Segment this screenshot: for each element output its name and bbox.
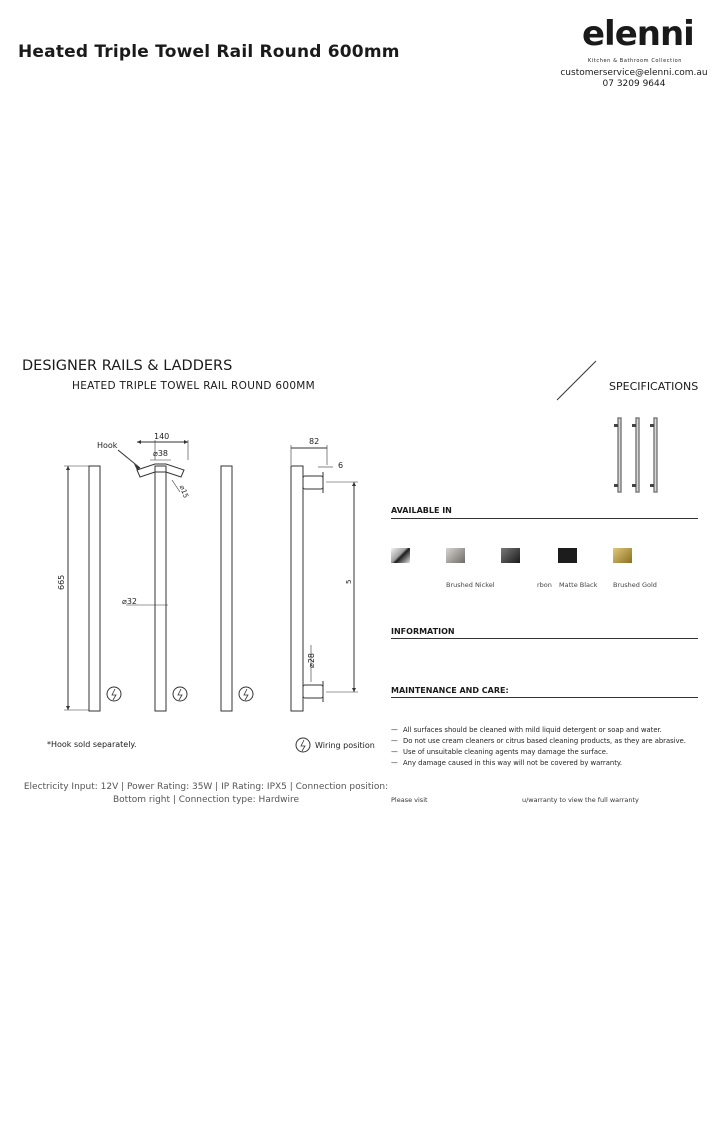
technical-drawing	[0, 420, 385, 760]
section-heading: DESIGNER RAILS & LADDERS	[22, 358, 233, 374]
rail-front-2	[155, 466, 166, 711]
available-heading: AVAILABLE IN	[391, 506, 452, 515]
contact-email[interactable]: customerservice@elenni.com.au	[560, 68, 708, 78]
dim-tube-label: ⌀32	[122, 597, 137, 606]
information-heading: INFORMATION	[391, 627, 455, 636]
dim-height-label: 665	[57, 574, 66, 590]
product-subheading: HEATED TRIPLE TOWEL RAIL ROUND 600MM	[72, 380, 316, 392]
finish-label-matte-black: Matte Black	[559, 581, 598, 589]
divider-maintenance	[391, 697, 698, 698]
wiring-label: Wiring position	[315, 741, 375, 750]
swatch-carbon[interactable]	[501, 548, 520, 563]
swatch-chrome[interactable]	[391, 548, 410, 563]
warranty-visit-suffix[interactable]: u/warranty to view the full warranty	[522, 796, 639, 804]
hook-leader	[118, 450, 140, 468]
logo-tagline: Kitchen & Bathroom Collection	[587, 58, 683, 64]
care-item-1: — All surfaces should be cleaned with mild liquid detergent or soap and water.	[391, 726, 662, 734]
care-item-2: — Do not use cream cleaners or citrus based cleaning products, as they are abrasive.	[391, 737, 686, 745]
electrical-specs: Electricity Input: 12V | Power Rating: 35W | IP Rating: IPX5 | Connection position: Bottom right | Connection type: Hardwire	[23, 782, 389, 805]
product-thumbnail	[610, 414, 664, 496]
finish-label-brushed-gold: Brushed Gold	[613, 581, 657, 589]
care-item-3: — Use of unsuitable cleaning agents may damage the surface.	[391, 748, 609, 756]
dim-width-label: 140	[154, 432, 170, 441]
hook-label: Hook	[97, 441, 118, 450]
contact-phone[interactable]: 07 3209 9644	[602, 79, 666, 89]
divider-information	[391, 638, 698, 639]
bracket-top	[303, 476, 323, 489]
rail-front-1	[89, 466, 100, 711]
elenni-logo: elenni	[582, 14, 694, 54]
specifications-heading: SPECIFICATIONS	[609, 380, 699, 393]
bracket-bottom	[303, 685, 323, 698]
dim-depth-label: 82	[309, 437, 320, 446]
page-title: Heated Triple Towel Rail Round 600mm	[18, 42, 400, 62]
swatch-matte-black[interactable]	[558, 548, 577, 563]
dim-wall-label: 6	[338, 461, 344, 470]
dim-hook-small-label: ⌀15	[177, 484, 190, 500]
finish-label-carbon: rbon	[537, 581, 552, 589]
rail-front-3	[221, 466, 232, 711]
warranty-visit-prefix: Please visit	[391, 796, 428, 804]
swatch-brushed-nickel[interactable]	[446, 548, 465, 563]
decorative-slash	[552, 358, 600, 404]
dim-side-height-label: 5	[345, 579, 353, 584]
dim-hook-dia-label: ⌀38	[153, 449, 168, 458]
maintenance-heading: MAINTENANCE AND CARE:	[391, 686, 509, 695]
rail-side	[291, 466, 303, 711]
dim-bracket-label: ⌀28	[307, 653, 316, 668]
hook-note: *Hook sold separately.	[47, 740, 137, 749]
swatch-brushed-gold[interactable]	[613, 548, 632, 563]
care-item-4: — Any damage caused in this way will not be covered by warranty.	[391, 759, 623, 767]
finish-label-brushed-nickel: Brushed Nickel	[446, 581, 495, 589]
divider-available	[391, 518, 698, 519]
